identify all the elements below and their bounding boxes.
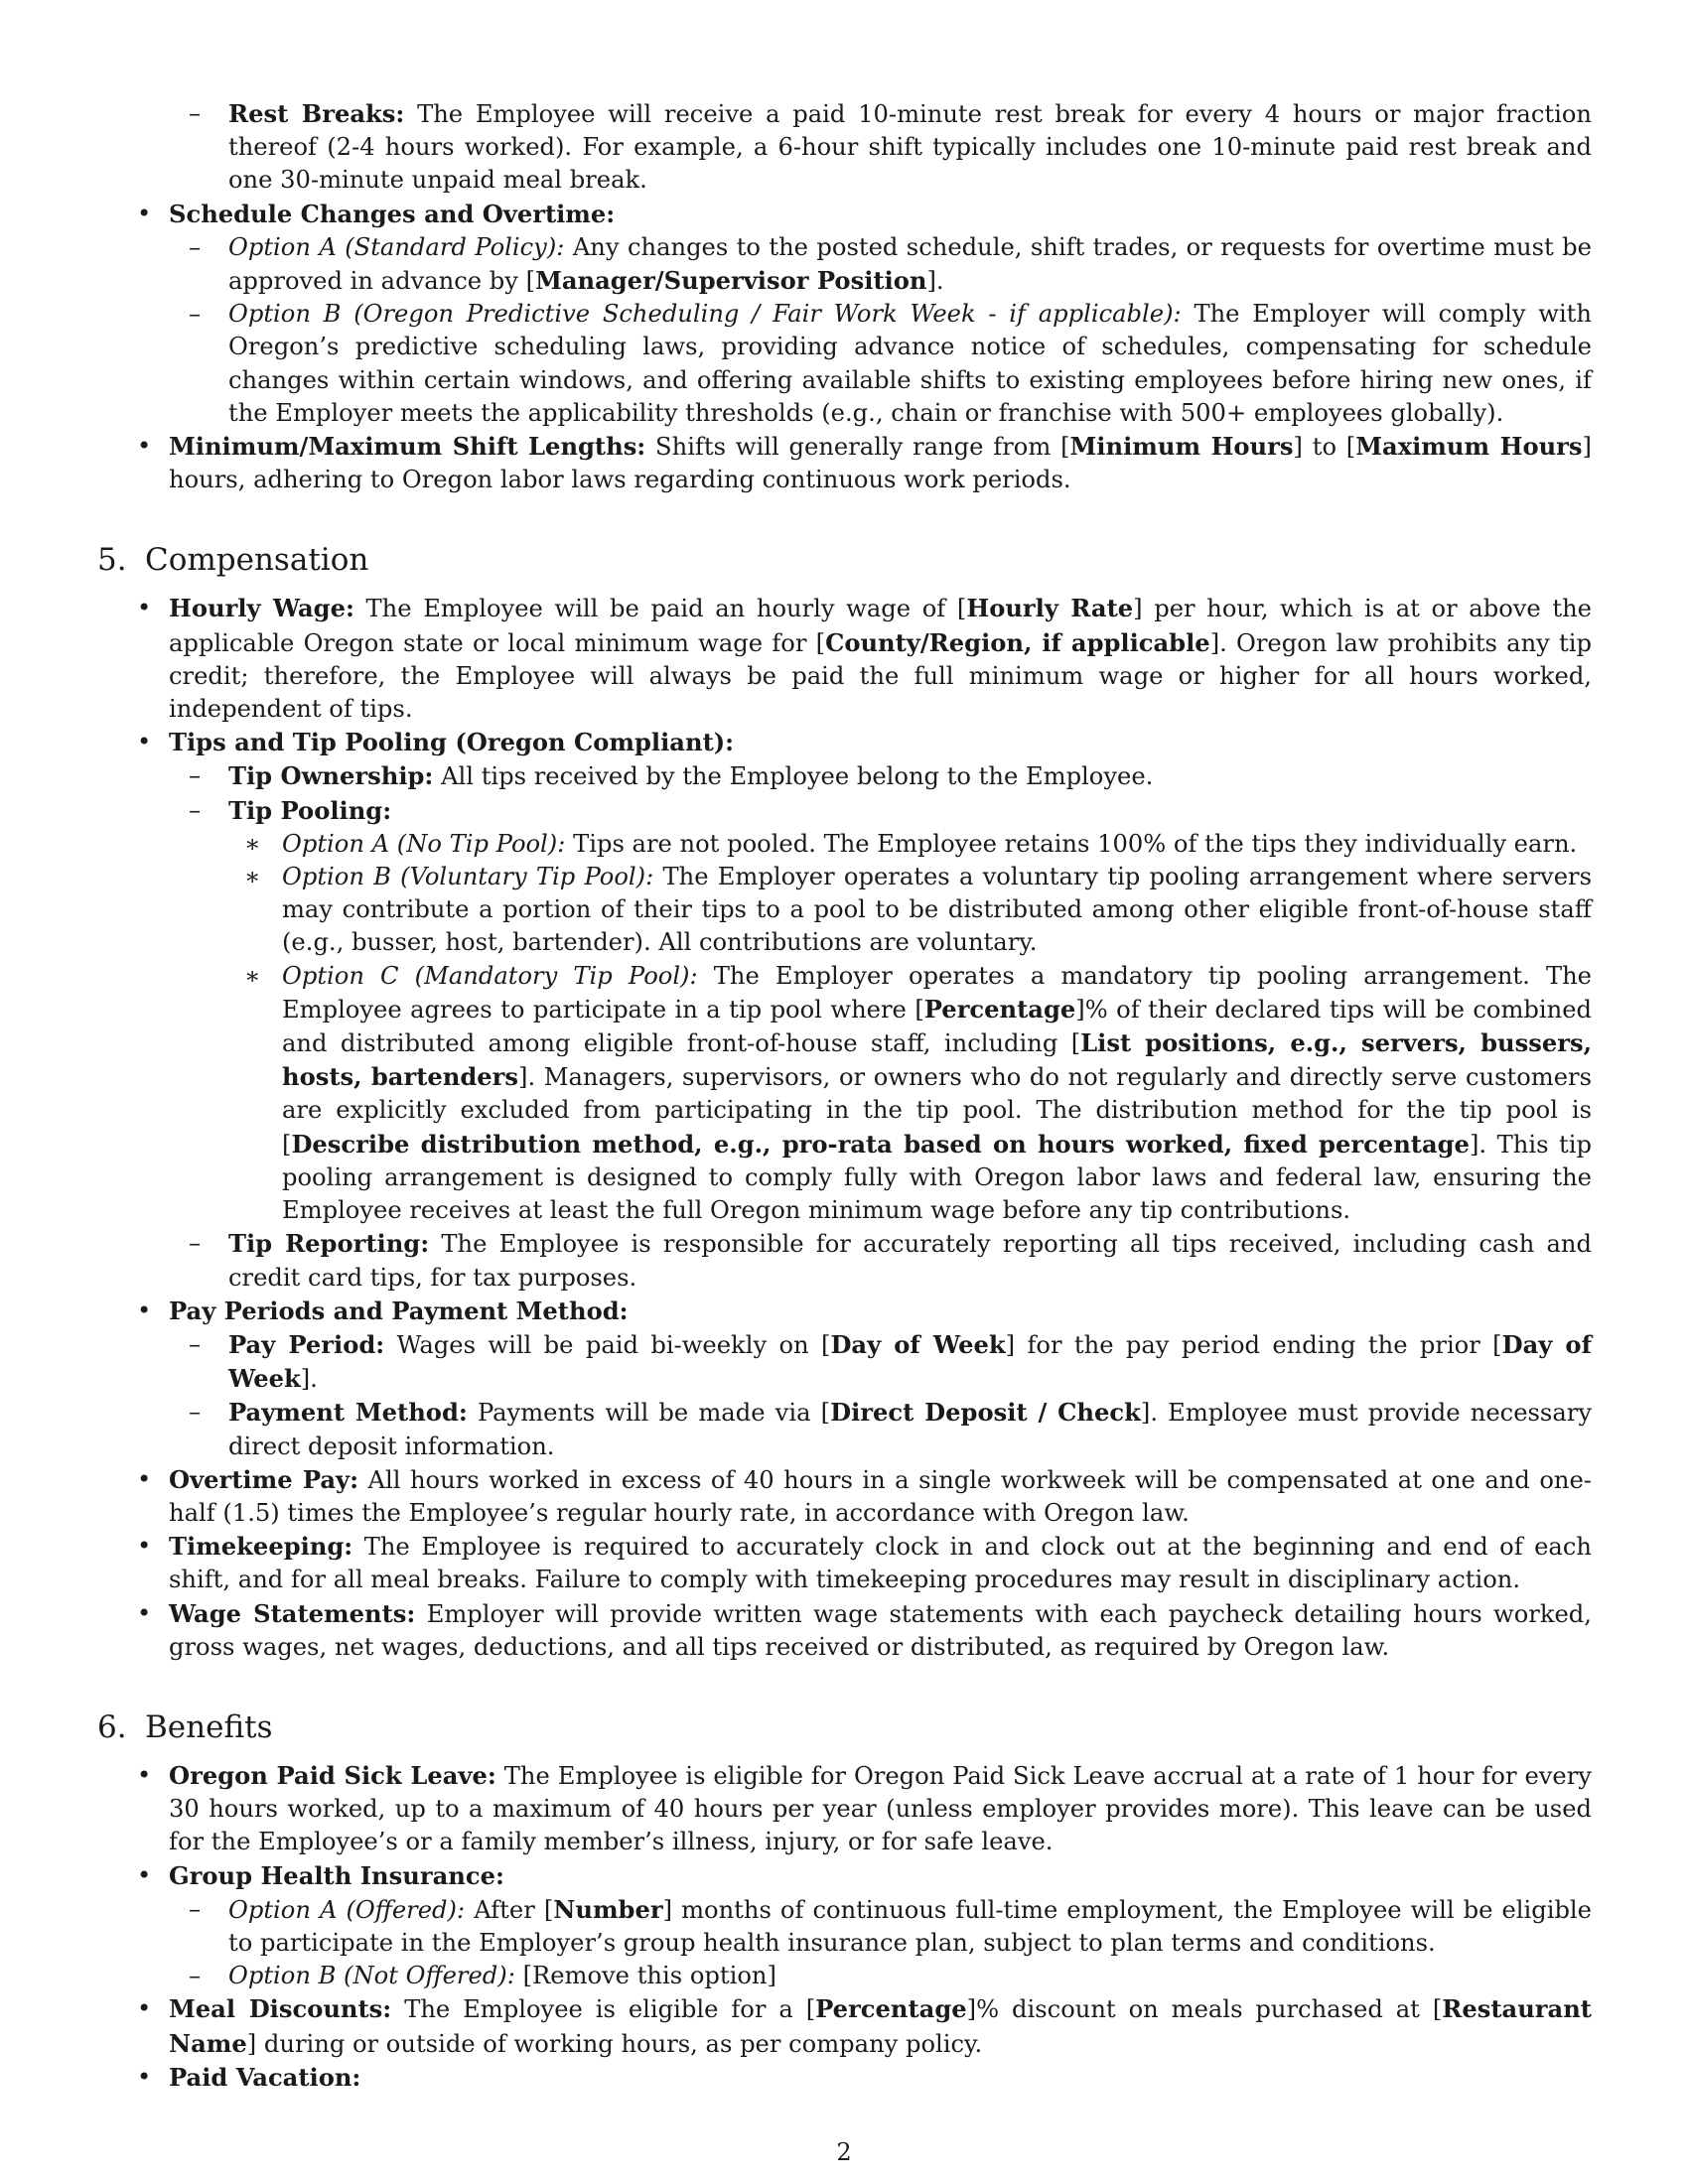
item-text: Payments will be made via [ [477,1399,831,1428]
placeholder-field: County/Region, if applicable [825,627,1210,657]
list-item-tip-reporting [169,1227,1592,1294]
item-text: The Employee is eligible for a [ [404,1995,816,2024]
item-label: Tips and Tip Pooling (Oregon Compliant): [169,728,735,757]
item-text: The Employee is eligible for Oregon Paid Sick Leave accrual at a rate of 1 hour for every 30 hours worked, up to a maximum of 40 hours per year (unless employer provides more). This leave can be used for the Employee’s or a family member’s illness, injury, or for safe leave. [169,1761,1592,1856]
option-label: Option B (Oregon Predictive Scheduling / Fair Work Week - if applicable): [228,300,1182,329]
item-text: ] to [ [1293,433,1356,462]
list-item-tip-ownership [169,759,1592,793]
item-label: Group Health Insurance: [169,1860,504,1890]
page-number: 2 [836,2138,852,2166]
pay-periods-sublist [169,1328,1592,1463]
item-text: The Employee will receive a paid 10-minute rest break for every 4 hours or major fraction thereof (2-4 hours worked). For example, a 6-hour shift typically includes one 10-minute paid rest break and one 30-minute unpaid meal break. [228,100,1592,195]
item-text: The Employee is responsible for accurately reporting all tips received, including cash and credit card tips, for tax purposes. [228,1230,1592,1292]
item-text: The Employee is required to accurately clock in and clock out at the beginning and end of each shift, and for all meal breaks. Failure to comply with timekeeping procedures may result in disciplinary action. [169,1533,1592,1594]
list-item-pay-period [169,1328,1592,1396]
list-item-paid-vacation [97,2061,1592,2095]
item-label: Timekeeping: [169,1532,353,1562]
list-item-pool-option-a [228,828,1592,861]
bullet-marker: • [137,1994,152,2023]
item-label: Pay Period: [228,1329,385,1359]
dash-marker: – [189,1962,202,1990]
option-label: Option B (Voluntary Tip Pool): [282,863,654,891]
item-label: Meal Discounts: [169,1994,392,2024]
item-text: ] for the pay period ending the prior [ [1005,1330,1502,1359]
placeholder-field: Direct Deposit / Check [830,1398,1141,1428]
item-label: Oregon Paid Sick Leave: [169,1760,496,1790]
section4-list [97,198,1592,497]
placeholder-field: Restaurant Name [169,1994,1592,2058]
list-item-sched-option-b [169,298,1592,430]
item-label: Schedule Changes and Overtime: [169,199,616,228]
section-title: Compensation [145,542,369,579]
item-label: Tip Reporting: [228,1229,430,1259]
item-text: Any changes to the posted schedule, shift trades, or requests for overtime must be approved in advance by [ [228,232,1592,296]
star-marker: ∗ [244,863,261,891]
dash-marker: – [189,99,202,127]
item-label: Minimum/Maximum Shift Lengths: [169,432,646,462]
star-marker: ∗ [244,829,261,858]
star-marker: ∗ [244,961,261,990]
item-text: ] months of continuous full-time employment, the Employee will be eligible to participate in the Employer’s group health insurance plan, subject to plan terms and conditions. [228,1895,1592,1957]
dash-marker: – [189,1398,202,1427]
bullet-marker: • [137,728,152,756]
page-content [97,97,1592,2095]
section-number: 6. [97,1708,127,1745]
list-item-pool-option-c [228,960,1592,1228]
item-label: Tip Pooling: [228,795,392,825]
list-item-hourly-wage [97,592,1592,726]
bullet-marker: • [137,1860,152,1889]
item-text: The Employer will comply with Oregon’s predictive scheduling laws, providing advance notice of schedules, compensating for schedule changes within certain windows, and offering available shifts to existing employees before hiring new ones, if the Employer meets the applicability thresholds (e.g., chain or franchise with 500+ employees globally). [228,300,1592,427]
item-text: ]% discount on meals purchased at [ [966,1995,1443,2024]
item-text: Tips are not pooled. The Employee retains 100% of the tips they individually earn. [573,829,1578,858]
item-text: ]. Oregon law prohibits any tip credit; therefore, the Employee will always be paid the full minimum wage or higher for all hours worked, independent of tips. [169,628,1592,724]
bullet-marker: • [137,594,152,622]
placeholder-field: Maximum Hours [1355,432,1583,462]
section-number: 5. [97,542,127,579]
section-title: Benefits [145,1708,273,1745]
placeholder-field: Manager/Supervisor Position [535,266,927,296]
item-text: After [ [474,1895,554,1924]
item-label: Tip Ownership: [228,761,434,791]
item-text: [Remove this option] [522,1962,776,1990]
item-text: Shifts will generally range from [ [655,433,1070,462]
bullet-marker: • [137,1760,152,1789]
list-item-overtime-pay [97,1463,1592,1530]
item-label: Pay Periods and Payment Method: [169,1296,629,1325]
dash-marker: – [189,795,202,824]
placeholder-field: List positions, e.g., servers, bussers, hosts, bartenders [282,1028,1592,1092]
benefits-list [97,1759,1592,2095]
bullet-marker: • [137,1464,152,1493]
tips-sublist [169,759,1592,1294]
list-item-tips [97,726,1592,1294]
list-item-schedule-changes [97,198,1592,430]
dash-marker: – [189,300,202,329]
schedule-options-list [169,231,1592,430]
option-label: Option B (Not Offered): [228,1962,515,1990]
item-label: Payment Method: [228,1398,468,1428]
item-label: Paid Vacation: [169,2062,361,2092]
item-text: ]. [300,1365,318,1394]
list-item-tip-pooling [169,794,1592,1228]
item-text: ] hours, adhering to Oregon labor laws regarding continuous work periods. [169,433,1592,494]
dash-marker: – [189,1894,202,1923]
dash-marker: – [189,232,202,261]
list-item-ghi-option-b [169,1960,1592,1992]
item-text: ]% of their declared tips will be combined and distributed among eligible front-of-house staff, including [ [282,995,1592,1058]
item-text: ] per hour, which is at or above the applicable Oregon state or local minimum wage for [ [169,595,1592,657]
list-item-shift-lengths [97,430,1592,496]
placeholder-field: Describe distribution method, e.g., pro-rata based on hours worked, fixed percentage [291,1129,1470,1159]
option-label: Option A (Offered): [228,1895,466,1924]
item-text: All tips received by the Employee belong to the Employee. [441,762,1154,791]
list-item-pay-periods [97,1295,1592,1463]
item-label: Rest Breaks: [228,99,405,128]
list-item-sched-option-a [169,231,1592,298]
rest-breaks-list [97,97,1592,198]
list-item-meal-discounts [97,1992,1592,2060]
list-item-health-insurance [97,1859,1592,1993]
dash-marker: – [189,1229,202,1258]
item-label: Hourly Wage: [169,594,354,623]
placeholder-field: Day of Week [830,1329,1006,1359]
list-item-wage-statements [97,1597,1592,1664]
bullet-marker: • [137,1296,152,1324]
tip-pool-options-list [228,828,1592,1227]
list-item-sick-leave [97,1759,1592,1859]
section-heading-compensation [97,540,1592,580]
placeholder-field: Number [553,1894,663,1924]
bullet-marker: • [137,432,152,461]
bullet-marker: • [137,1598,152,1627]
item-label: Wage Statements: [169,1598,416,1628]
item-text: The Employer operates a voluntary tip pooling arrangement where servers may contribute a portion of their tips to a pool to be distributed among other eligible front-of-house staff (e.g., busser, host, bartender). All contributions are voluntary. [282,863,1592,957]
list-item-timekeeping [97,1530,1592,1596]
item-text: Wages will be paid bi-weekly on [ [396,1330,831,1359]
placeholder-field: Minimum Hours [1069,432,1294,462]
item-label: Overtime Pay: [169,1464,359,1494]
bullet-marker: • [137,1532,152,1561]
item-text: The Employer operates a mandatory tip pooling arrangement. The Employee agrees to participate in a tip pool where [ [282,961,1592,1024]
item-text: Employer will provide written wage statements with each paycheck detailing hours worked, gross wages, net wages, deductions, and all tips received or distributed, as required by Oregon law. [169,1599,1592,1661]
placeholder-field: Percentage [923,994,1076,1024]
dash-marker: – [189,1329,202,1358]
option-label: Option C (Mandatory Tip Pool): [282,961,698,990]
item-text: ]. This tip pooling arrangement is designed to comply fully with Oregon labor laws and federal law, ensuring the Employee receives at least the full Oregon minimum wage before any tip contributions. [282,1130,1593,1225]
list-item-ghi-option-a [169,1893,1592,1960]
placeholder-field: Day of Week [228,1329,1592,1394]
item-text: ] during or outside of working hours, as per company policy. [246,2029,983,2058]
placeholder-field: Hourly Rate [966,594,1134,623]
list-item-pool-option-b [228,861,1592,960]
item-text: All hours worked in excess of 40 hours in a single workweek will be compensated at one and one-half (1.5) times the Employee’s regular hourly rate, in accordance with Oregon law. [169,1465,1592,1527]
item-text: The Employee will be paid an hourly wage of [ [365,595,967,623]
health-options-list [169,1893,1592,1993]
item-text: ]. [926,267,944,296]
item-text: ]. Employee must provide necessary direct deposit information. [228,1399,1592,1460]
option-label: Option A (Standard Policy): [228,232,565,261]
bullet-marker: • [137,2062,152,2091]
list-item-rest-breaks [97,97,1592,198]
list-item-payment-method [169,1396,1592,1462]
dash-marker: – [189,761,202,790]
bullet-marker: • [137,199,152,227]
compensation-list [97,592,1592,1664]
option-label: Option A (No Tip Pool): [282,829,566,858]
placeholder-field: Percentage [815,1994,967,2024]
section-heading-benefits [97,1707,1592,1747]
item-text: ]. Managers, supervisors, or owners who do not regularly and directly serve customers are explicitly excluded from participating in the tip pool. The distribution method for the tip pool is [ [282,1063,1592,1159]
